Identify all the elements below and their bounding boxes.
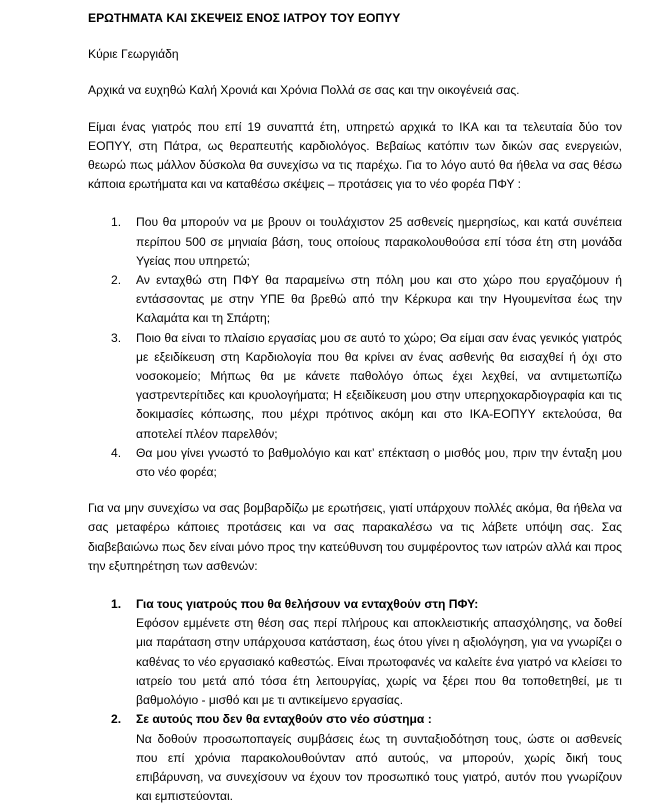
greeting-paragraph: Αρχικά να ευχηθώ Καλή Χρονιά και Χρόνια Πολλά σε σας και την οικογένειά σας.: [88, 81, 622, 100]
list-item-text: Αν ενταχθώ στη ΠΦΥ θα παραμείνω στη πόλη μου και στο χώρο που εργαζόμουν ή εντάσσοντας με στην ΥΠΕ θα βρεθώ από την Κέρκυρα και την Ηγουμενίτσα έως την Καλαμάτα και τη Σπάρτη;: [136, 273, 622, 325]
salutation: Κύριε Γεωργιάδη: [88, 45, 622, 64]
list-item: [88, 710, 622, 806]
list-item-text: Θα μου γίνει γνωστό το βαθμολόγιο και κατ’ επέκταση ο μισθός μου, πριν την ένταξη μου στο νέο φορέα;: [136, 446, 622, 479]
list-item-number: 2.: [111, 710, 121, 729]
proposal-heading: Για τους γιατρούς που θα θελήσουν να ενταχθούν στη ΠΦΥ:: [136, 595, 622, 614]
questions-list: [88, 213, 622, 482]
list-item-number: 1.: [111, 595, 121, 614]
document-title: ΕΡΩΤΗΜΑΤΑ ΚΑΙ ΣΚΕΨΕΙΣ ΕΝΟΣ ΙΑΤΡΟΥ ΤΟΥ ΕΟΠΥΥ: [88, 9, 622, 28]
list-item: [88, 329, 622, 444]
list-item-number: 4.: [111, 444, 121, 463]
intro-paragraph: Είμαι ένας γιατρός που επί 19 συναπτά έτη, υπηρετώ αρχικά το ΙΚΑ και τα τελευταία δύο τον ΕΟΠΥΥ, στη Πάτρα, ως θεραπευτής καρδιολόγος. Βεβαίως κατόπιν των δικών σας ενεργειών, θεωρώ πως μάλλον δύσκολα θα συνεχίσω να τις παρέχω. Για το λόγο αυτό θα ήθελα να σας θέσω κάποια ερωτήματα και να καταθέσω σκέψεις – προτάσεις για το νέο φορέα ΠΦΥ :: [88, 118, 622, 195]
list-item: [88, 271, 622, 329]
list-item-text: Που θα μπορούν να με βρουν οι τουλάχιστον 25 ασθενείς ημερησίως, και κατά συνέπεια περίπου 500 σε μηνιαία βάση, τους οποίους παρακολουθούσα επί τόσα έτη στη μονάδα Υγείας που υπηρετώ;: [136, 215, 622, 267]
list-item-text: Ποιο θα είναι το πλαίσιο εργασίας μου σε αυτό το χώρο; Θα είμαι σαν ένας γενικός γιατρός με εξειδίκευση στη Καρδιολογία που θα κρίνει αν ένας ασθενής θα εισαχθεί ή όχι στο νοσοκομείο; Μήπως θα με κάνετε παθολόγο όπως έχει λεχθεί, να αντιμετωπίζω γαστρεντερίτιδες και κρυολογήματα; Η εξειδίκευση μου στην υπερηχοκαρδιογραφία και τις δοκιμασίες κόπωσης, που μέχρι πρότινος ακόμη και στο ΙΚΑ-ΕΟΠΥΥ εκτελούσα, θα αποτελεί πλέον παρελθόν;: [136, 331, 622, 441]
proposal-heading: Σε αυτούς που δεν θα ενταχθούν στο νέο σύστημα :: [136, 710, 622, 729]
list-item: [88, 213, 622, 271]
list-item-number: 3.: [111, 329, 121, 348]
transition-paragraph: Για να μην συνεχίσω να σας βομβαρδίζω με ερωτήσεις, γιατί υπάρχουν πολλές ακόμα, θα ήθελα να σας μεταφέρω κάποιες προτάσεις και να σας παρακαλέσω να τις λάβετε υπόψη σας. Σας διαβεβαιώνω πως δεν είναι μόνο προς την κατεύθυνση του συμφέροντος των ιατρών αλλά και προς την εξυπηρέτηση των ασθενών:: [88, 499, 622, 576]
proposal-text: Εφόσον εμμένετε στη θέση σας περί πλήρους και αποκλειστικής απασχόλησης, να δοθεί μια παράταση στην υπάρχουσα κατάσταση, έως ότου γίνει η αξιολόγηση, για να γνωρίζει ο καθένας το νέο εργασιακό καθεστώς. Είναι πρωτοφανές να καλείτε ένα γιατρό να κλείσει το ιατρείο του μετά από τόσα έτη λειτουργίας, χωρίς να ξέρει που θα τοποθετηθεί, με τι βαθμολόγιο - μισθό και με τι αντικείμενο εργασίας.: [136, 614, 622, 710]
list-item-number: 2.: [111, 271, 121, 290]
list-item: [88, 595, 622, 710]
proposals-list: [88, 595, 622, 806]
list-item: [88, 444, 622, 482]
proposal-text: Να δοθούν προσωποπαγείς συμβάσεις έως τη συνταξιοδότηση τους, ώστε οι ασθενείς που επί χρόνια παρακολουθούνταν από αυτούς, να μπορούν, χωρίς δική τους επιβάρυνση, να συνεχίσουν να έχουν τον προσωπικό τους γιατρό, αυτόν που γνωρίζουν και εμπιστεύονται.: [136, 730, 622, 806]
list-item-number: 1.: [111, 213, 121, 232]
